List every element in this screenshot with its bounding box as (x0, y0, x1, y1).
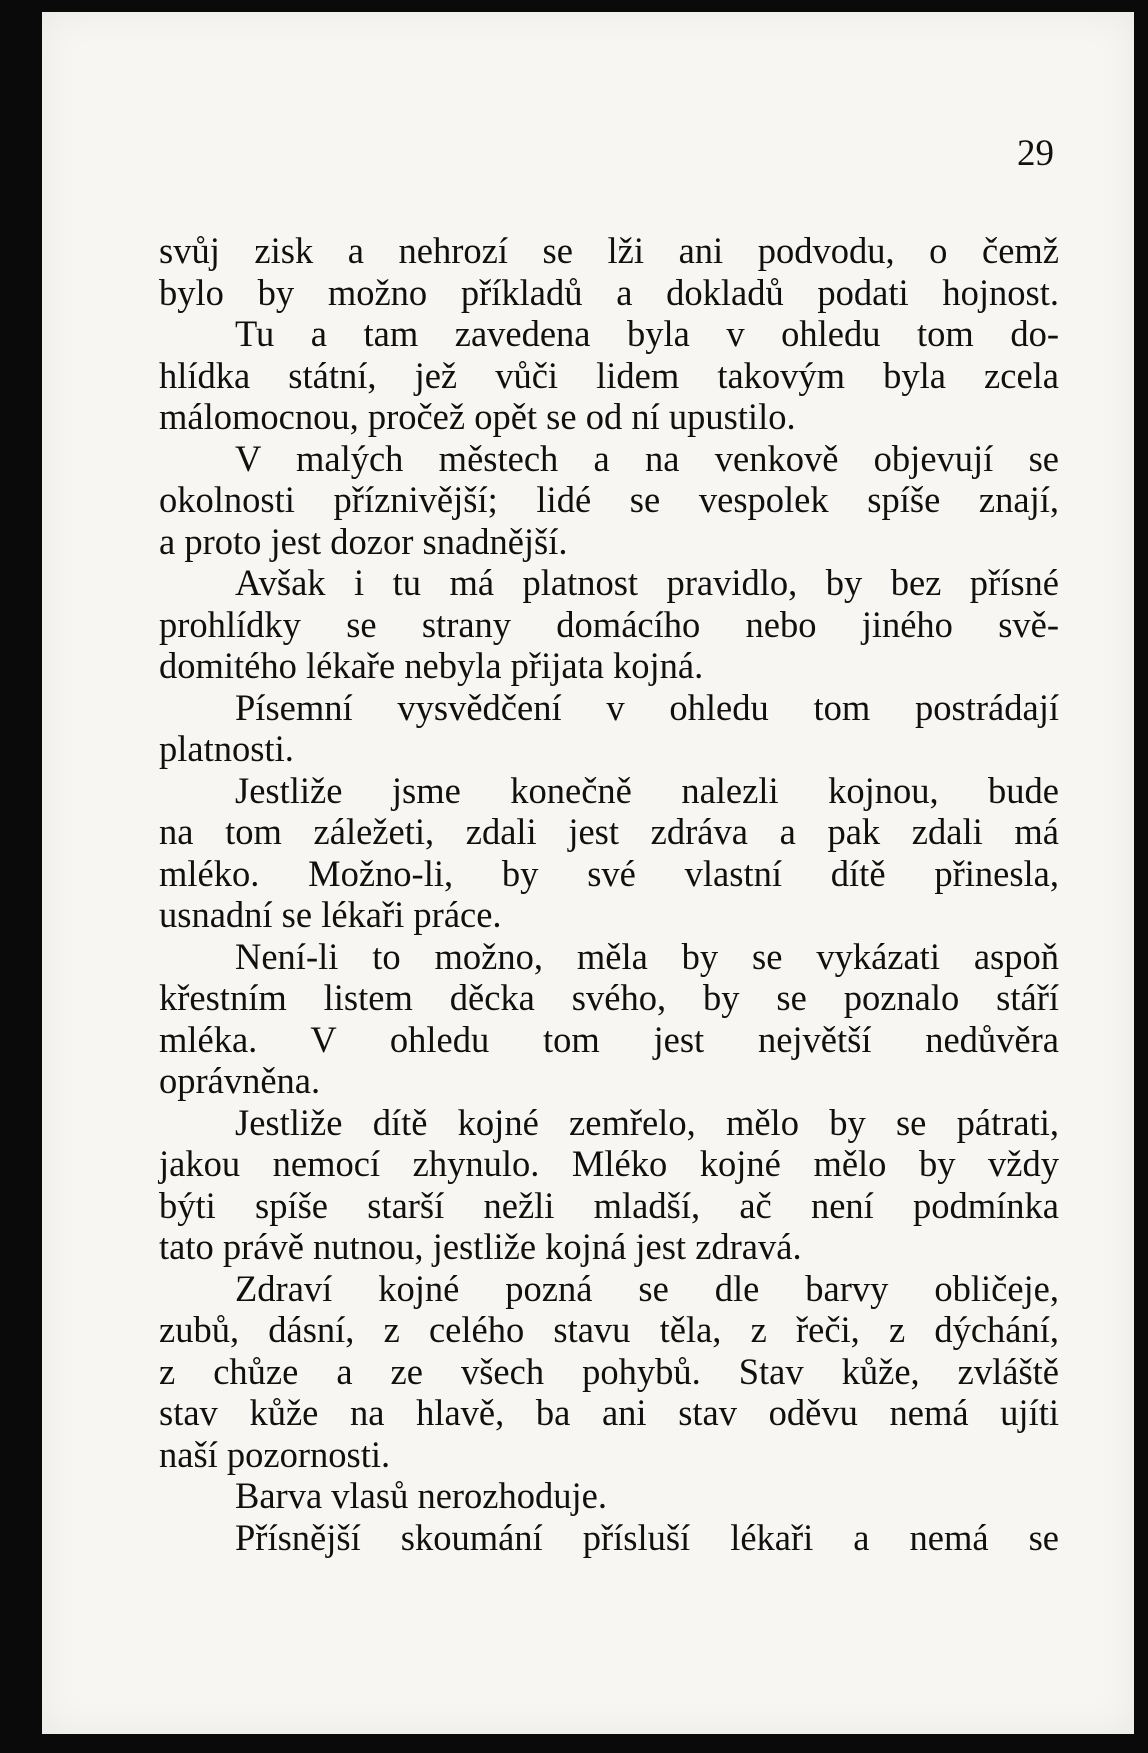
text-line: na tom záležeti, zdali jest zdráva a pak zdali má (159, 811, 1059, 852)
text-line: Barva vlasů nerozhoduje. (235, 1475, 607, 1516)
text-line: platnosti. (159, 728, 294, 769)
text-line: býti spíše starší nežli mladší, ač není podmínka (159, 1184, 1059, 1226)
text-line: hlídka státní, jež vůči lidem takovým byla zcela (159, 354, 1059, 396)
text-line: z chůze a ze všech pohybů. Stav kůže, zvláště (159, 1350, 1059, 1392)
book-page (42, 12, 1134, 1734)
text-line: Přísnější skoumání přísluší lékaři a nemá se (235, 1516, 1059, 1558)
text-line: křestním listem děcka svého, by se poznalo stáří (159, 977, 1059, 1018)
text-line: Písemní vysvědčení v ohledu tom postrádají (235, 686, 1059, 728)
text-line: Jestliže jsme konečně nalezli kojnou, bude (235, 769, 1059, 811)
text-line: okolnosti příznivější; lidé se vespolek spíše znají, (159, 479, 1059, 520)
text-line: stav kůže na hlavě, ba ani stav oděvu nemá ujíti (159, 1392, 1059, 1433)
text-line: Jestliže dítě kojné zemřelo, mělo by se pátrati, (235, 1101, 1059, 1143)
page-number: 29 (1017, 133, 1054, 174)
text-line: zubů, dásní, z celého stavu těla, z řeči, z dýchání, (159, 1309, 1059, 1350)
text-line: V malých městech a na venkově objevují se (235, 437, 1059, 479)
text-line: jakou nemocí zhynulo. Mléko kojné mělo by vždy (159, 1143, 1059, 1184)
text-line: a proto jest dozor snadnější. (159, 520, 568, 562)
text-line: tato právě nutnou, jestliže kojná jest zdravá. (159, 1226, 802, 1267)
text-line: mléko. Možno-li, by své vlastní dítě přinesla, (159, 852, 1059, 894)
text-line: mléka. V ohledu tom jest největší nedůvěra (159, 1018, 1059, 1060)
text-line: Není-li to možno, měla by se vykázati aspoň (235, 935, 1059, 977)
text-line: prohlídky se strany domácího nebo jiného svě- (159, 603, 1059, 645)
text-line: málomocnou, pročež opět se od ní upustilo. (159, 396, 796, 437)
text-line: bylo by možno příkladů a dokladů podati hojnost. (159, 271, 1059, 313)
text-line: usnadní se lékaři práce. (159, 894, 502, 935)
body-text (159, 230, 1059, 1558)
text-line: Tu a tam zavedena byla v ohledu tom do- (235, 313, 1059, 354)
text-line: oprávněna. (159, 1060, 321, 1101)
text-line: Zdraví kojné pozná se dle barvy obličeje, (235, 1267, 1059, 1309)
text-line: naší pozornosti. (159, 1433, 391, 1475)
text-line: domitého lékaře nebyla přijata kojná. (159, 645, 704, 686)
text-line: svůj zisk a nehrozí se lži ani podvodu, o čemž (159, 230, 1059, 271)
text-line: Avšak i tu má platnost pravidlo, by bez přísné (235, 562, 1059, 603)
